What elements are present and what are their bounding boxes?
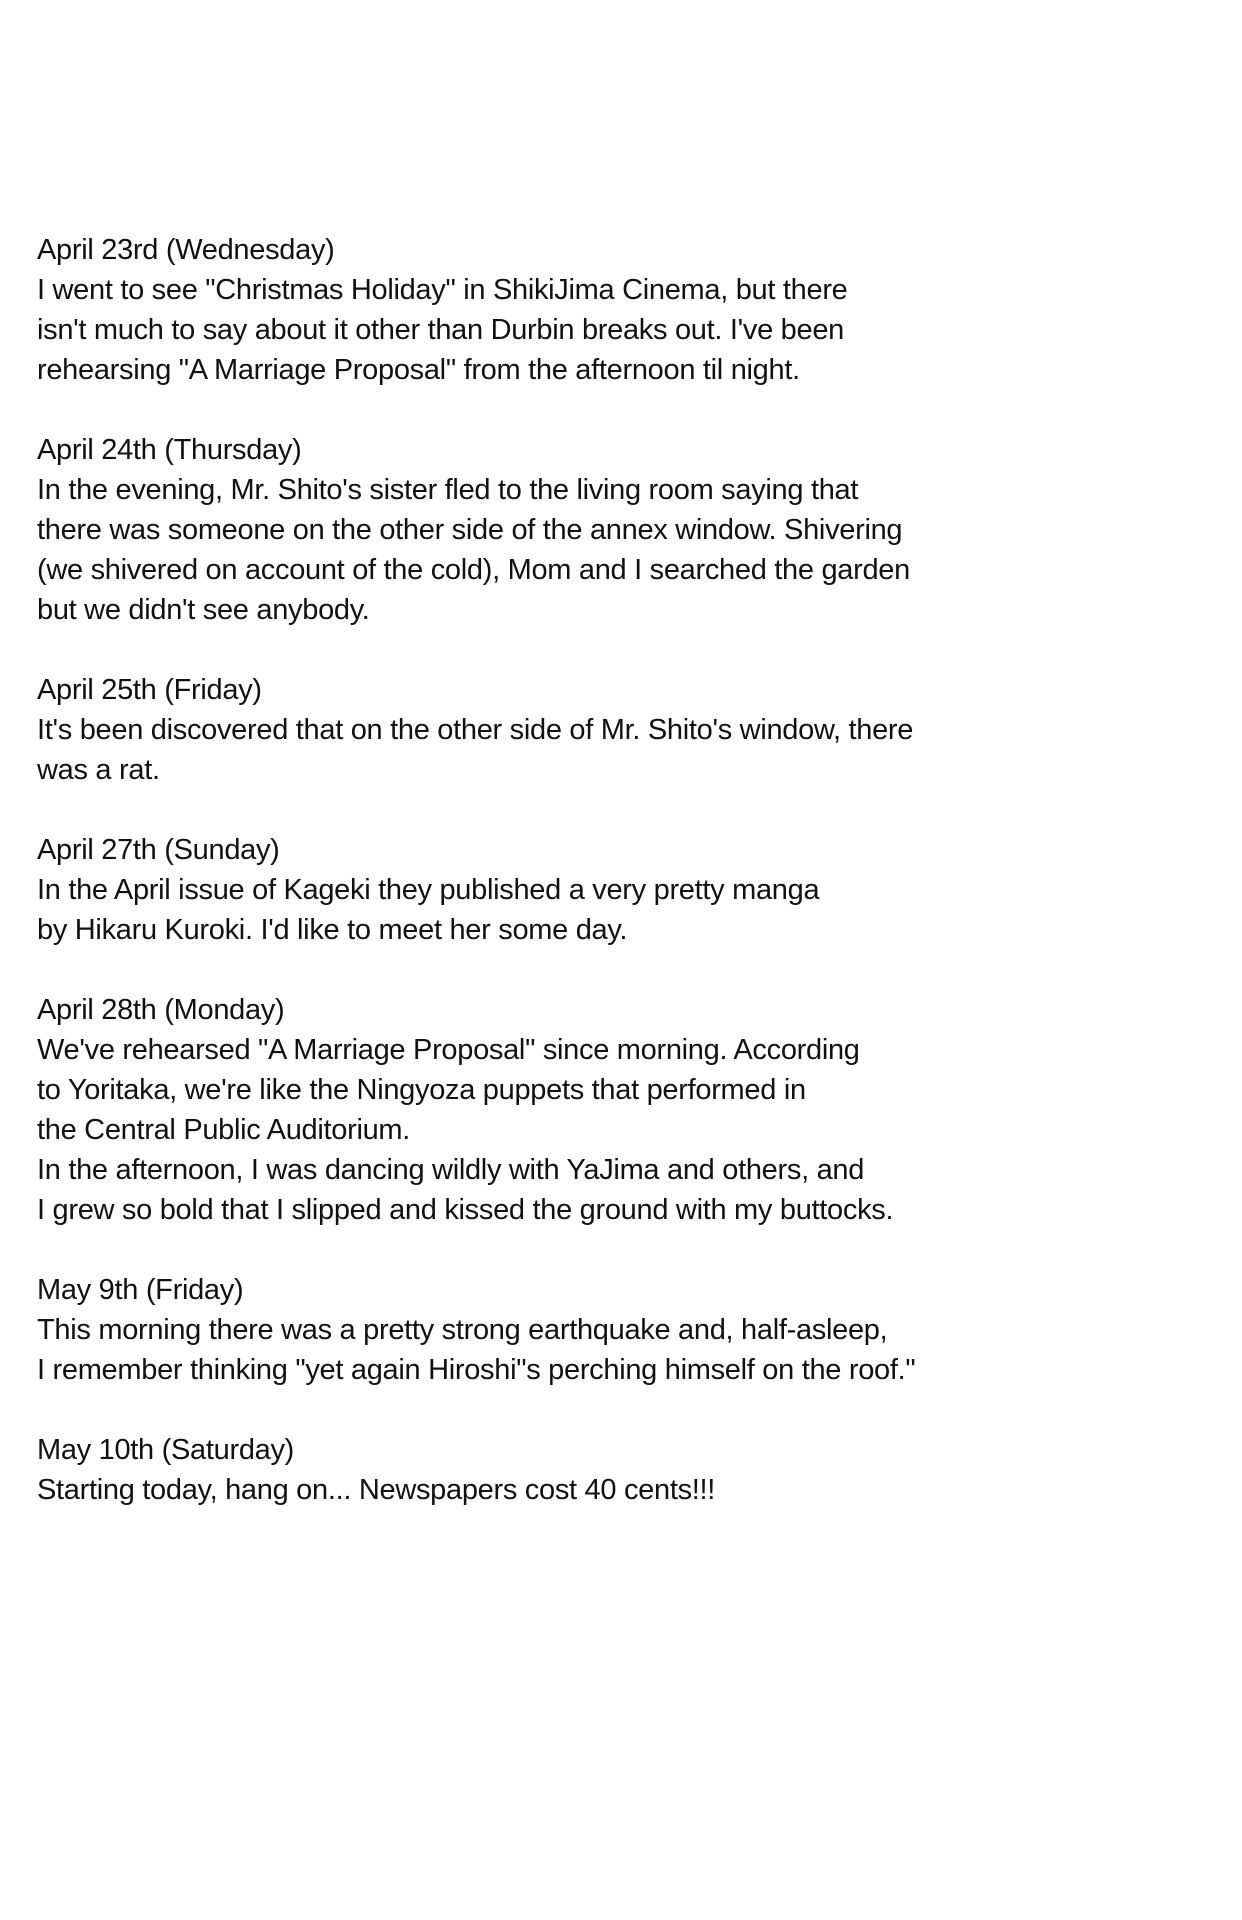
entry-text-line: I went to see "Christmas Holiday" in ShikiJima Cinema, but there — [37, 274, 848, 306]
entry-text-line: was a rat. — [37, 754, 160, 786]
diary-entry — [37, 670, 1217, 790]
entry-text-line: It's been discovered that on the other side of Mr. Shito's window, there — [37, 714, 914, 746]
diary-entry — [37, 990, 1217, 1230]
diary-entry — [37, 830, 1217, 950]
entry-text-line: This morning there was a pretty strong earthquake and, half-asleep, — [37, 1314, 888, 1346]
entry-text-line: but we didn't see anybody. — [37, 594, 370, 626]
entry-text-line: to Yoritaka, we're like the Ningyoza puppets that performed in — [37, 1074, 806, 1106]
entry-text-line: there was someone on the other side of the annex window. Shivering — [37, 514, 903, 546]
entry-text-line: isn't much to say about it other than Durbin breaks out. I've been — [37, 314, 844, 346]
entry-date: April 25th (Friday) — [37, 674, 262, 706]
diary-page — [37, 230, 1217, 1550]
diary-entry — [37, 1270, 1217, 1390]
entry-text-line: I remember thinking "yet again Hiroshi"s perching himself on the roof." — [37, 1354, 916, 1386]
entry-date: April 28th (Monday) — [37, 994, 285, 1026]
entry-date: April 27th (Sunday) — [37, 834, 280, 866]
entry-date: April 23rd (Wednesday) — [37, 234, 335, 266]
entry-date: May 10th (Saturday) — [37, 1434, 295, 1466]
entry-text-line: In the April issue of Kageki they published a very pretty manga — [37, 874, 820, 906]
entry-text-line: rehearsing "A Marriage Proposal" from the afternoon til night. — [37, 354, 800, 386]
entry-text-line: In the afternoon, I was dancing wildly with YaJima and others, and — [37, 1154, 865, 1186]
diary-entry — [37, 430, 1217, 630]
entry-text-line: (we shivered on account of the cold), Mom and I searched the garden — [37, 554, 910, 586]
entry-date: April 24th (Thursday) — [37, 434, 302, 466]
entry-text-line: In the evening, Mr. Shito's sister fled to the living room saying that — [37, 474, 859, 506]
entry-text-line: We've rehearsed "A Marriage Proposal" since morning. According — [37, 1034, 860, 1066]
diary-entry — [37, 1430, 1217, 1510]
entry-text-line: the Central Public Auditorium. — [37, 1114, 411, 1146]
entry-text-line: I grew so bold that I slipped and kissed the ground with my buttocks. — [37, 1194, 894, 1226]
entry-date: May 9th (Friday) — [37, 1274, 244, 1306]
diary-entry — [37, 230, 1217, 390]
entry-text-line: Starting today, hang on... Newspapers cost 40 cents!!! — [37, 1474, 716, 1506]
entry-text-line: by Hikaru Kuroki. I'd like to meet her some day. — [37, 914, 628, 946]
